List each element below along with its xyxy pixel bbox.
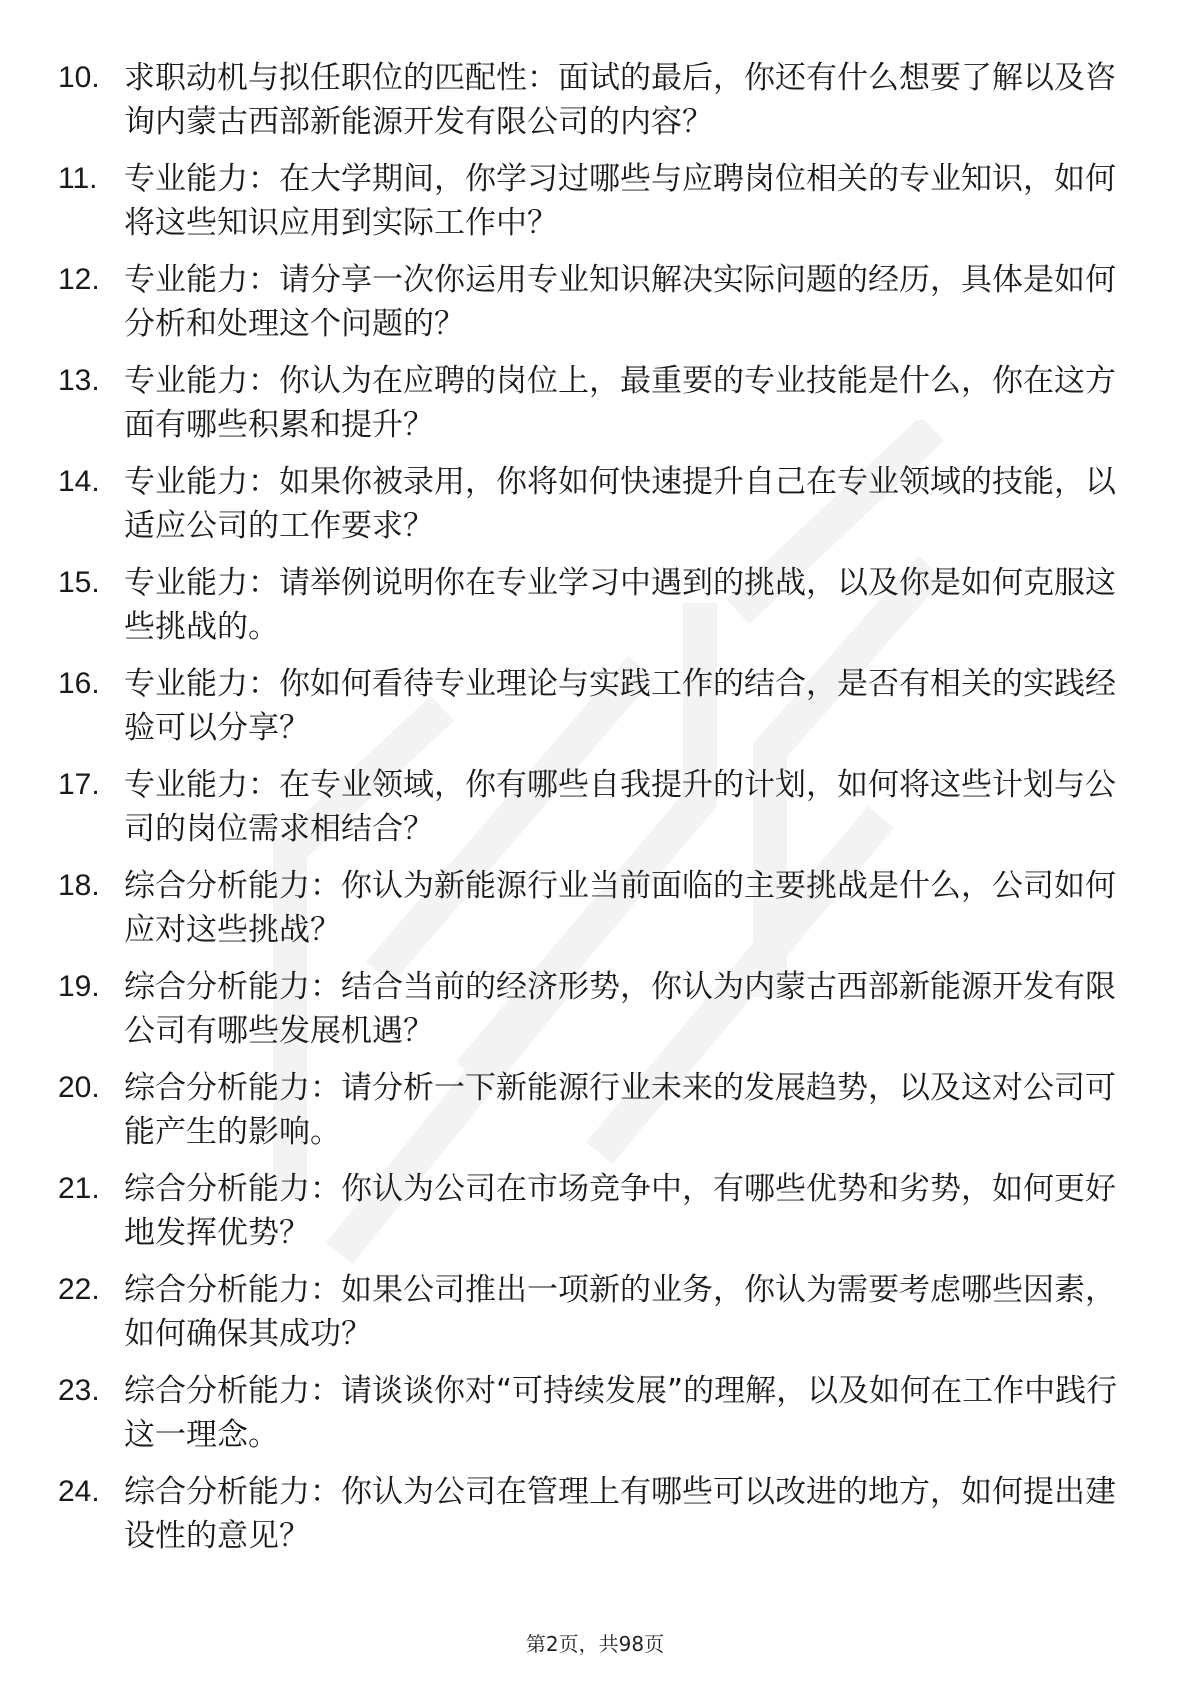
question-text: 专业能力：在大学期间，你学习过哪些与应聘岗位相关的专业知识，如何将这些知识应用到实际工作中？ <box>124 161 1116 241</box>
question-item <box>58 157 1118 245</box>
question-text: 综合分析能力：如果公司推出一项新的业务，你认为需要考虑哪些因素，如何确保其成功？ <box>124 1272 1116 1352</box>
question-number: 21. <box>58 1172 100 1205</box>
question-item <box>58 1470 1118 1558</box>
question-text: 综合分析能力：你认为新能源行业当前面临的主要挑战是什么，公司如何应对这些挑战？ <box>124 868 1116 948</box>
question-item <box>58 965 1118 1053</box>
question-number: 16. <box>58 667 100 700</box>
question-item <box>58 56 1118 144</box>
question-number: 19. <box>58 970 100 1003</box>
question-number: 14. <box>58 465 100 498</box>
question-number: 12. <box>58 263 100 296</box>
question-item <box>58 1066 1118 1154</box>
question-text: 专业能力：你如何看待专业理论与实践工作的结合，是否有相关的实践经验可以分享？ <box>124 666 1116 746</box>
question-text: 专业能力：请分享一次你运用专业知识解决实际问题的经历，具体是如何分析和处理这个问题的？ <box>124 262 1116 342</box>
question-number: 17. <box>58 768 100 801</box>
question-number: 24. <box>58 1475 100 1508</box>
question-number: 10. <box>58 61 100 94</box>
question-list <box>58 56 1118 1571</box>
question-text: 综合分析能力：你认为公司在管理上有哪些可以改进的地方，如何提出建设性的意见？ <box>124 1474 1116 1554</box>
question-text: 综合分析能力：请分析一下新能源行业未来的发展趋势，以及这对公司可能产生的影响。 <box>124 1070 1116 1150</box>
question-number: 20. <box>58 1071 100 1104</box>
question-number: 18. <box>58 869 100 902</box>
page-footer: 第2页，共98页 <box>525 1632 665 1656</box>
question-item <box>58 1369 1118 1457</box>
question-item <box>58 460 1118 548</box>
question-number: 23. <box>58 1374 100 1407</box>
question-text: 综合分析能力：请谈谈你对“可持续发展”的理解，以及如何在工作中践行这一理念。 <box>124 1373 1118 1453</box>
question-text: 专业能力：请举例说明你在专业学习中遇到的挑战，以及你是如何克服这些挑战的。 <box>124 565 1116 645</box>
question-item <box>58 561 1118 649</box>
question-item <box>58 662 1118 750</box>
question-item <box>58 763 1118 851</box>
question-number: 22. <box>58 1273 100 1306</box>
question-item <box>58 1167 1118 1255</box>
question-item <box>58 258 1118 346</box>
question-number: 13. <box>58 364 100 397</box>
question-number: 11. <box>58 162 98 195</box>
question-number: 15. <box>58 566 100 599</box>
question-text: 专业能力：如果你被录用，你将如何快速提升自己在专业领域的技能，以适应公司的工作要求？ <box>124 464 1116 544</box>
question-text: 求职动机与拟任职位的匹配性：面试的最后，你还有什么想要了解以及咨询内蒙古西部新能源开发有限公司的内容？ <box>124 60 1116 140</box>
question-text: 专业能力：你认为在应聘的岗位上，最重要的专业技能是什么，你在这方面有哪些积累和提升？ <box>124 363 1116 443</box>
question-item <box>58 359 1118 447</box>
question-text: 综合分析能力：你认为公司在市场竞争中，有哪些优势和劣势，如何更好地发挥优势？ <box>124 1171 1116 1251</box>
question-item <box>58 864 1118 952</box>
question-item <box>58 1268 1118 1356</box>
question-text: 专业能力：在专业领域，你有哪些自我提升的计划，如何将这些计划与公司的岗位需求相结合？ <box>124 767 1116 847</box>
question-text: 综合分析能力：结合当前的经济形势，你认为内蒙古西部新能源开发有限公司有哪些发展机遇？ <box>124 969 1116 1049</box>
